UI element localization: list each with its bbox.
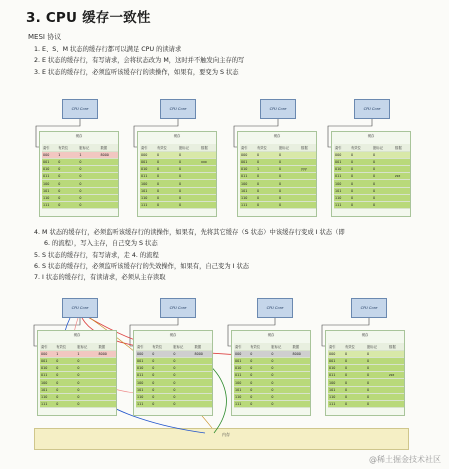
table-row: 111 0 0 xyxy=(42,202,118,209)
table-row: 111 0 0 xyxy=(240,202,316,209)
cpu-core-4: CPU Core xyxy=(354,99,390,119)
table-row: 000 1 1 8000 xyxy=(40,350,116,357)
memory-label: 内存 xyxy=(222,432,230,437)
cache-title: 缓存 xyxy=(361,333,369,337)
list-item: 7. I 状态的缓存行，有读请求，必须从主存读取 xyxy=(34,274,166,282)
table-row: 001 0 0 xyxy=(40,357,116,364)
table-row: 110 0 0 xyxy=(42,194,118,201)
table-row: 110 0 0 xyxy=(40,393,116,400)
table-row: 001 0 0 xyxy=(328,357,404,364)
list-item: 2. E 状态的缓存行，有写请求，会将状态改为 M，这时并不触发向主存的写 xyxy=(34,57,245,65)
table-row: 101 0 0 xyxy=(328,386,404,393)
table-row: 100 0 0 xyxy=(240,180,316,187)
cpu-core-1: CPU Core xyxy=(62,99,98,119)
table-row: 101 0 0 xyxy=(42,187,118,194)
table-row: 110 0 0 xyxy=(240,194,316,201)
cache-table: 索引 有效位 脏标记 数据 000 0 0 001 0 0 xxx 010 0 0 011 0 0 100 0 0 101 0 0 110 0 0 111 0 0 xyxy=(140,144,216,209)
table-row: 001 0 0 xyxy=(136,357,212,364)
cache-table: 索引 有效位 脏标记 数据 000 1 1 8000 001 0 0 010 0 0 011 0 0 100 0 0 101 0 0 110 0 0 111 0 0 xyxy=(40,343,116,408)
table-row: 000 1 1 8000 xyxy=(42,151,118,158)
table-row: 100 0 0 xyxy=(40,379,116,386)
list-item: 6. 的流程），写入主存，自己变为 S 状态 xyxy=(44,240,158,248)
table-row: 001 0 0 xyxy=(42,158,118,165)
cache-title: 缓存 xyxy=(169,333,177,337)
table-row: 100 0 0 xyxy=(136,379,212,386)
cache-title: 缓存 xyxy=(267,333,275,337)
table-row: 101 0 0 xyxy=(234,386,310,393)
cpu-core-3: CPU Core xyxy=(257,298,293,318)
cpu-core-1: CPU Core xyxy=(62,298,98,318)
section-heading: 3. CPU 缓存一致性 xyxy=(26,10,151,26)
table-row: 111 0 0 xyxy=(40,401,116,408)
table-row: 000 0 0 xyxy=(334,151,410,158)
table-row: 100 0 0 xyxy=(140,180,216,187)
table-row: 011 0 0 xyxy=(240,173,316,180)
table-row: 101 0 0 xyxy=(240,187,316,194)
cache-2-4 xyxy=(325,330,405,416)
list-item: 6. S 状态的缓存行，必须监听该缓存行的失效操作，如果有，自己变为 I 状态 xyxy=(34,262,250,270)
cache-2-1 xyxy=(37,330,117,416)
cpu-core-4: CPU Core xyxy=(351,298,387,318)
table-row: 010 0 0 xyxy=(140,166,216,173)
table-row: 110 0 0 xyxy=(234,393,310,400)
table-row: 011 0 0 zzz xyxy=(328,372,404,379)
table-row: 011 0 0 xyxy=(42,173,118,180)
table-row: 000 0 0 8000 xyxy=(234,350,310,357)
cache-title: 缓存 xyxy=(367,134,375,138)
table-row: 001 0 0 xyxy=(240,158,316,165)
table-row: 010 0 0 xyxy=(234,365,310,372)
protocol-label: MESI 协议 xyxy=(28,33,62,41)
list-item: 4. M 状态的缓存行，必须监听该缓存行的读操作，如果有，先将其它缓存（S 状态）中该缓存行变成 I 状态（即 xyxy=(34,229,345,236)
table-row: 000 0 0 xyxy=(240,151,316,158)
table-row: 000 0 0 xyxy=(328,350,404,357)
table-row: 001 0 0 xxx xyxy=(140,158,216,165)
table-row: 111 0 0 xyxy=(328,401,404,408)
table-row: 001 0 0 xyxy=(234,357,310,364)
cache-table: 索引 有效位 脏标记 数据 000 0 0 8000 001 0 0 010 0 0 011 0 0 100 0 0 101 0 0 110 0 0 111 0 0 xyxy=(136,343,212,408)
cache-table: 索引 有效位 脏标记 数据 000 0 0 001 0 0 010 1 0 yyy 011 0 0 100 0 0 101 0 0 110 0 0 111 0 0 xyxy=(240,144,316,209)
cache-title: 缓存 xyxy=(173,134,181,138)
table-row: 111 0 0 xyxy=(234,401,310,408)
table-row: 110 0 0 xyxy=(328,393,404,400)
table-row: 101 0 0 xyxy=(40,386,116,393)
table-row: 011 0 0 zzz xyxy=(334,173,410,180)
watermark: @稀土掘金技术社区 xyxy=(369,455,441,464)
table-row: 111 0 0 xyxy=(136,401,212,408)
cache-table: 索引 有效位 脏标记 数据 000 1 1 8000 001 0 0 010 0 0 011 0 0 100 0 0 101 0 0 110 0 0 111 0 0 xyxy=(42,144,118,209)
table-row: 000 0 0 8000 xyxy=(136,350,212,357)
table-row: 101 0 0 xyxy=(334,187,410,194)
cpu-core-2: CPU Core xyxy=(160,99,196,119)
table-row: 100 0 0 xyxy=(334,180,410,187)
table-row: 011 0 0 xyxy=(140,173,216,180)
cache-2-2 xyxy=(133,330,213,416)
cache-title: 缓存 xyxy=(73,333,81,337)
cache-title: 缓存 xyxy=(273,134,281,138)
cpu-core-3: CPU Core xyxy=(260,99,296,119)
table-row: 110 0 0 xyxy=(140,194,216,201)
table-row: 001 0 0 xyxy=(334,158,410,165)
table-row: 110 0 0 xyxy=(334,194,410,201)
table-row: 100 0 0 xyxy=(42,180,118,187)
table-row: 111 0 0 xyxy=(334,202,410,209)
table-row: 011 0 0 xyxy=(136,372,212,379)
table-row: 010 0 0 xyxy=(136,365,212,372)
table-row: 010 1 0 yyy xyxy=(240,166,316,173)
table-row: 011 0 0 xyxy=(234,372,310,379)
cache-2-3 xyxy=(231,330,311,416)
list-item: 3. E 状态的缓存行，必须监听该缓存行的读操作，如果有，要变为 S 状态 xyxy=(34,68,239,76)
table-row: 110 0 0 xyxy=(136,393,212,400)
table-row: 010 0 0 xyxy=(40,365,116,372)
cache-table: 索引 有效位 脏标记 数据 000 0 0 001 0 0 010 0 0 011 0 0 zzz 100 0 0 101 0 0 110 0 0 111 0 0 xyxy=(328,343,404,408)
table-row: 111 0 0 xyxy=(140,202,216,209)
list-item: 5. S 状态的缓存行，有写请求，走 4. 的流程 xyxy=(34,251,159,259)
table-row: 011 0 0 xyxy=(40,372,116,379)
table-row: 010 0 0 xyxy=(328,365,404,372)
table-row: 000 0 0 xyxy=(140,151,216,158)
cpu-core-2: CPU Core xyxy=(160,298,196,318)
table-row: 101 0 0 xyxy=(140,187,216,194)
list-item: 1. E、S、M 状态的缓存行都可以满足 CPU 的读请求 xyxy=(34,46,182,53)
table-row: 101 0 0 xyxy=(136,386,212,393)
cache-table: 索引 有效位 脏标记 数据 000 0 0 001 0 0 010 0 0 011 0 0 zzz 100 0 0 101 0 0 110 0 0 111 0 0 xyxy=(334,144,410,209)
table-row: 100 0 0 xyxy=(328,379,404,386)
cache-table: 索引 有效位 脏标记 数据 000 0 0 8000 001 0 0 010 0 0 011 0 0 100 0 0 101 0 0 110 0 0 111 0 0 xyxy=(234,343,310,408)
cache-title: 缓存 xyxy=(75,134,83,138)
table-row: 100 0 0 xyxy=(234,379,310,386)
table-row: 010 0 0 xyxy=(42,166,118,173)
table-row: 010 0 0 xyxy=(334,166,410,173)
